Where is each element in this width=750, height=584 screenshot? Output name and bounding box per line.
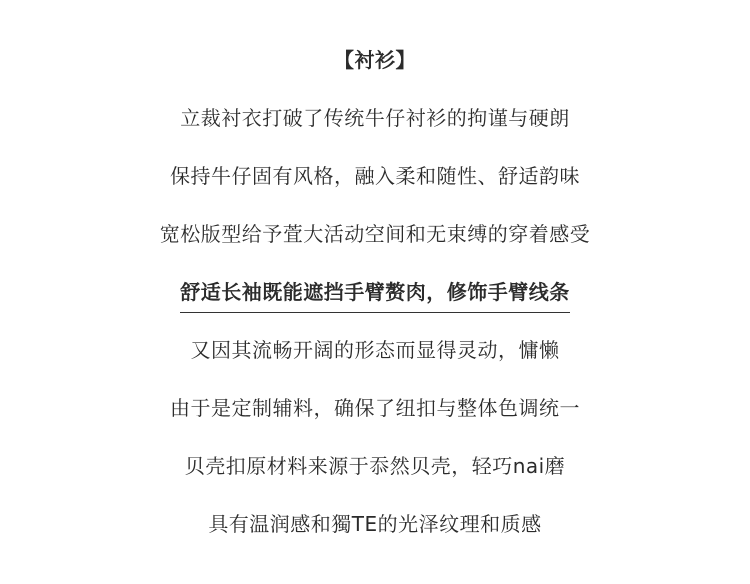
description-line-3: 宽松版型给予萓大活动空间和无束缚的穿着感受 — [159, 222, 591, 246]
description-line-1: 立裁衬衣打破了传统牛仔衬衫的拘谨与硬朗 — [180, 106, 570, 130]
description-line-7: 贝壳扣原材料来源于忝然贝壳，轻巧nai磨 — [184, 454, 566, 478]
section-title: 【衬衫】 — [334, 48, 416, 72]
description-line-5: 又因其流畅开阔的形态而显得灵动，慵懒 — [190, 338, 560, 362]
emphasis-underlined-text: 舒适长袖既能遮挡手臂赘肉，修饰手臂线条 — [180, 278, 570, 313]
description-line-6: 由于是定制辅料，确保了纽扣与整体色调统一 — [170, 396, 580, 420]
description-line-4-emphasis — [0, 278, 750, 313]
description-line-2: 保持牛仔固有风格，融入柔和随性、舒适韵味 — [170, 164, 580, 188]
description-line-8: 具有温润感和獨TE的光泽纹理和质感 — [208, 512, 542, 536]
